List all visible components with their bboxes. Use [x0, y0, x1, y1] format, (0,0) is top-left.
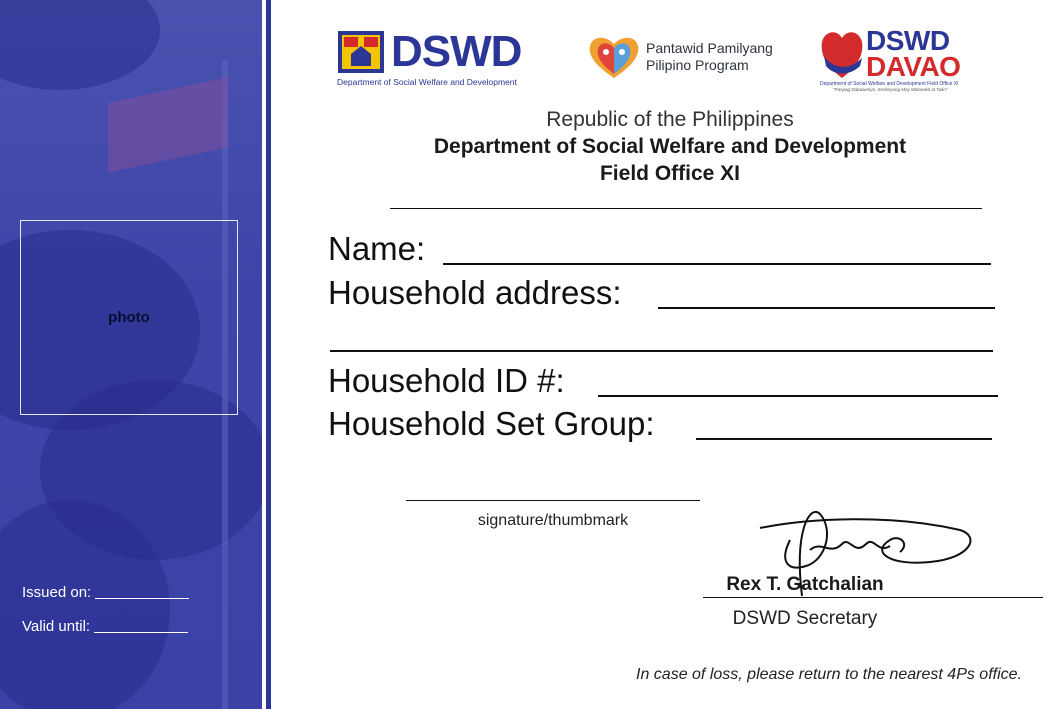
valid-until-label: Valid until:	[22, 618, 91, 635]
davao-logo-tagline: "Paspag Dabawenyo, Serbisyong May Malasakit at Tulin"	[833, 87, 948, 92]
davao-heart-icon	[820, 28, 864, 80]
issued-on-line	[95, 598, 189, 599]
photo-label: photo	[108, 309, 150, 326]
dswd-logo-text: DSWD	[391, 27, 522, 76]
signature-line	[406, 500, 700, 501]
issued-on-label: Issued on:	[22, 584, 92, 601]
pantawid-heart-icon	[586, 34, 642, 80]
pantawid-logo	[586, 34, 773, 80]
household-address-label: Household address:	[328, 274, 622, 311]
household-set-group-line	[696, 438, 992, 440]
photo-box	[20, 220, 238, 415]
davao-logo-subtitle: Department of Social Welfare and Development Field Office XI	[820, 81, 959, 87]
dswd-davao-logo	[820, 25, 961, 92]
name-label: Name:	[328, 230, 426, 267]
title-divider	[390, 208, 982, 209]
office-heading: Field Office XI	[599, 162, 741, 185]
household-address-line	[658, 307, 995, 309]
signature-label: signature/thumbmark	[477, 512, 629, 529]
davao-logo-dswd: DSWD	[866, 25, 950, 56]
issued-on-row	[22, 584, 189, 601]
divider-stripe	[266, 0, 271, 709]
secretary-title: DSWD Secretary	[732, 608, 878, 629]
valid-until-row	[22, 618, 188, 635]
left-panel	[0, 0, 262, 709]
department-heading: Department of Social Welfare and Development	[433, 135, 907, 158]
loss-notice: In case of loss, please return to the nearest 4Ps office.	[636, 666, 1022, 683]
secretary-line	[703, 597, 1043, 598]
household-address-line-2	[330, 350, 993, 352]
valid-until-line	[94, 632, 188, 633]
secretary-name: Rex T. Gatchalian	[726, 574, 884, 595]
pantawid-line-2: Pilipino Program	[646, 57, 749, 73]
pantawid-line-1: Pantawid Pamilyang	[646, 40, 773, 56]
flag-shape	[108, 77, 228, 173]
name-line	[443, 263, 991, 265]
dswd-logo	[337, 27, 522, 87]
dswd-emblem-icon	[337, 30, 385, 74]
republic-heading: Republic of the Philippines	[546, 108, 794, 131]
davao-logo-davao: DAVAO	[866, 51, 961, 82]
household-set-group-label: Household Set Group:	[328, 405, 655, 442]
household-id-label: Household ID #:	[328, 362, 565, 399]
household-id-line	[598, 395, 998, 397]
background-foliage	[0, 0, 160, 90]
dswd-logo-subtitle: Department of Social Welfare and Development	[337, 77, 517, 87]
